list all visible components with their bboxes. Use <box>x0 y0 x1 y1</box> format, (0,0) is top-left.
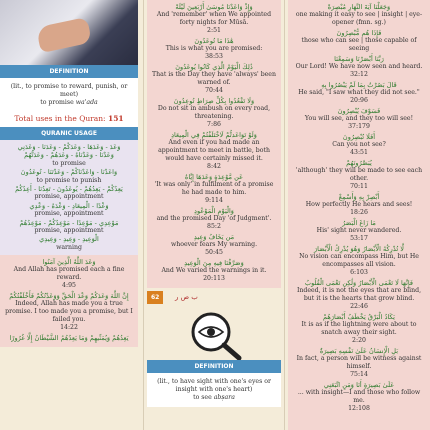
eye-illustration <box>147 308 281 360</box>
verse-list <box>288 0 430 418</box>
verse-list <box>147 0 281 288</box>
verse: قَالَ بَصُرْتُ بِمَا لَمْ يَبْصُرُوا بِهِ He said, "I saw what they did not see." 20:96 <box>298 81 420 104</box>
verse: لَّا تُدْرِكُهُ الْأَبْصَارُ وَهُوَ يُدْرِكُ الْأَبْصَارَ No vision can encompass Him, but He encompasses all vision. 6:103 <box>299 245 419 276</box>
verse-list <box>0 255 138 347</box>
root-bar <box>147 291 281 305</box>
column-left <box>0 0 138 430</box>
column-divider <box>284 0 285 430</box>
verse: بَلِ الْإِنسَانُ عَلَىٰ نَفْسِهِ بَصِيرَةٌ In fact, a person will be witness against himself. 75:14 <box>296 347 422 378</box>
verse: ذَٰلِكَ الْيَوْمُ الَّذِي كَانُوا يُوعَدُونَ That is the Day they have 'always' been warned of. 70:44 <box>152 63 276 94</box>
verse: أَبْصِرْ بِهِ وَأَسْمِعْ How perfectly He hears and sees! 18:26 <box>305 193 413 216</box>
verse: وَجَعَلْنَا آيَةَ النَّهَارِ مُبْصِرَةً one making it easy to see | insight | eye-opener (fmn. sg.) <box>295 3 423 26</box>
definition-box <box>147 373 281 407</box>
verse: وَلَوْ تَوَاعَدتُّمْ لَاخْتَلَفْتُمْ فِي الْمِيعَادِ And even if you had made an appointment to meet in battle, both would have certainly missed it. 8:42 <box>158 131 270 170</box>
verse: إِنَّ اللَّهَ وَعَدَكُمْ وَعْدَ الْحَقِّ وَوَعَدْتُكُمْ فَأَخْلَفْتُكُمْ Indeed, Allah has made you a true promise. I too made you a promise, but I failed you. 14:22 <box>5 292 133 332</box>
usage-line: وَعْدًا - الْمِيعَادِ - وَعْدَهُ - وَعْدِي promise, appointment <box>29 201 109 218</box>
usage-line: مَوْعِدِي - مَوْعِدًا - مَوْعِدُكُمْ - مَوْعِدُهُمْ promise, appointment <box>19 218 119 235</box>
definition-header: DEFINITION <box>147 360 281 373</box>
verse: وَلَا تَقْعُدُوا بِكُلِّ صِرَاطٍ تُوعِدُونَ Do not sit in ambush on every road, threatening. 7:86 <box>157 97 271 128</box>
column-right <box>288 0 430 430</box>
column-middle <box>147 0 281 430</box>
definition-header: DEFINITION <box>0 65 138 78</box>
verse: مَا زَاغَ الْبَصَرُ His' sight never wandered. 53:17 <box>316 219 402 242</box>
verse: رَبَّنَا أَبْصَرْنَا وَسَمِعْنَا Our Lord! We have now seen and heard. 32:12 <box>295 55 423 78</box>
root-letters: ب ص ر <box>175 293 198 301</box>
usage-line: الْوَعِيدِ - وَعِيدِ - وَعِيدِي warning <box>39 235 99 251</box>
definition-text: (lit., to promise to reward, punish, or meet) <box>10 83 128 98</box>
usage-line: وَاعَدْنَا - وَاعَدْنَاكُمْ - وَعَدْتَنَا - تُوعَدُونَ to promise to punish <box>20 168 118 184</box>
definition-text: (lit., to have sight with one's eyes or insight with one's heart) <box>157 378 271 393</box>
definition-term: to promise <box>40 99 74 106</box>
verse: عَلَىٰ بَصِيرَةٍ أَنَا وَمَنِ اتَّبَعَنِي ... with insight—I and those who follow me. 12:108 <box>297 381 421 412</box>
usage-line: وَعَدَ - وَعَدَهَا - وَعَدَكُمْ - وَعَدَنَا - وَعَدَنِي <box>17 143 121 151</box>
handshake-photo <box>0 0 138 65</box>
verse: أَفَلَا تُبْصِرُونَ Can you not see? 43:51 <box>332 133 386 156</box>
usage-line: وَعَدْنَا - وَعَدْنَاهُ - وَعَدَهُمْ - وَعَدَتَّهُمْ to promise <box>24 151 114 167</box>
eye-magnifier-icon <box>147 308 281 360</box>
definition-term: to see <box>193 394 212 401</box>
usage-header: QURANIC USAGE <box>0 127 138 140</box>
usage-list <box>0 140 138 255</box>
verse: وَالْيَوْمِ الْمَوْعُودِ and the promised Day 'of Judgment'. 85:2 <box>156 207 272 230</box>
verse: فَإِنَّهَا لَا تَعْمَى الْأَبْصَارُ وَلَٰكِن تَعْمَى الْقُلُوبُ Indeed, it is not the eyes that are blind, but it is the hearts that grow blind. 22:46 <box>296 279 422 310</box>
verse: يَعِدُهُمْ وَيُمَنِّيهِمْ وَمَا يَعِدُهُمُ الشَّيْطَانُ إِلَّا غُرُورًا <box>9 334 129 343</box>
entry-number-badge: 62 <box>147 291 163 304</box>
verse: وَصَرَّفْنَا فِيهِ مِنَ الْوَعِيدِ And We varied the warnings in it. 20:113 <box>161 259 267 282</box>
verse: يُبَصَّرُونَهُمْ 'although' they will be made to see each other. 70:11 <box>295 159 423 190</box>
total-uses: Total uses in the Quran: 151 <box>0 112 138 127</box>
verse: فَإِذَا هُم مُّبْصِرُونَ those who can see | those capable of seeing <box>301 29 417 52</box>
verse: يَكَادُ الْبَرْقُ يَخْطَفُ أَبْصَارَهُمْ It is as if the lightning were about to snatch away their sight. 2:20 <box>301 313 417 344</box>
handshake-icon <box>36 17 92 53</box>
total-uses-value: 151 <box>107 114 124 123</box>
usage-line: يَعِدُكُمْ - يَعِدُهُمْ - يُوعَدُونَ - تَعِدُنَا - أَعِدُكُمْ promise, appointment <box>15 185 123 201</box>
verse: وَإِذْ وَاعَدْنَا مُوسَىٰ أَرْبَعِينَ لَيْلَةً And 'remember' when We appointed forty nights for Mūsā. 2:51 <box>156 3 272 34</box>
definition-box <box>0 78 138 112</box>
verse: مَن يَخَافُ وَعِيدِ whoever fears My warning. 50:45 <box>170 233 258 256</box>
verse: وَعَدَ اللَّهُ الَّذِينَ آمَنُوا And Allah has promised each a fine reward. 4:95 <box>13 258 125 290</box>
verse: هَٰذَا مَا تُوعَدُونَ This is what you are promised: 38:53 <box>165 37 263 60</box>
column-divider <box>143 0 144 430</box>
definition-translit: wa'ada <box>75 99 98 106</box>
definition-translit: abṣara <box>213 394 235 401</box>
verse: عَن مَّوْعِدَةٍ وَعَدَهَا إِيَّاهُ 'It was only' in fulfilment of a promise he had made to him. 9:114 <box>154 173 274 204</box>
verse: فَسَوْفَ يُبْصِرُونَ You will see, and they too will see! 37:179 <box>304 107 414 130</box>
